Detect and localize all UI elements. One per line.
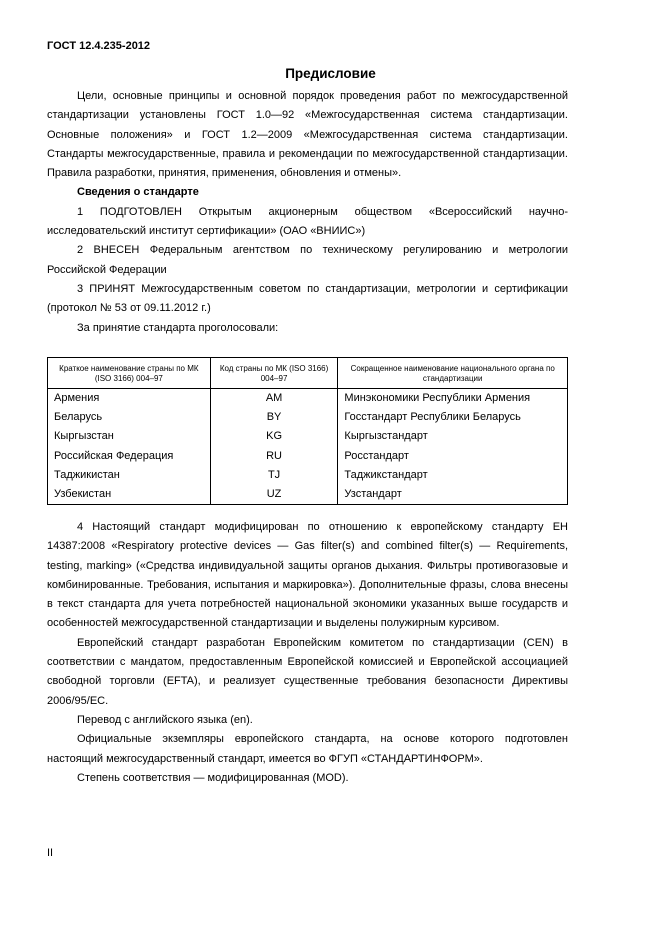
national-body: Росстандарт	[338, 447, 568, 466]
table-row	[48, 408, 568, 427]
cen-paragraph: Европейский стандарт разработан Европейским комитетом по стандартизации (CEN) в соответствии с мандатом, предоставленным Европейской комиссией и Европейской ассоциацией свободной торговли (EFTA), и реализует существенные требования безопасности Директивы 2006/95/ЕС.	[47, 636, 568, 707]
page-number: II	[47, 847, 54, 859]
country-name: Армения	[48, 389, 211, 409]
country-name: Беларусь	[48, 408, 211, 427]
country-name: Узбекистан	[48, 485, 211, 505]
national-body: Кыргызстандарт	[338, 427, 568, 446]
country-code: KG	[210, 427, 338, 446]
info-heading: Сведения о стандарте	[77, 186, 199, 199]
table-row	[48, 466, 568, 485]
national-body: Узстандарт	[338, 485, 568, 505]
vote-intro: За принятие стандарта проголосовали:	[77, 321, 279, 334]
national-body: Госстандарт Республики Беларусь	[338, 408, 568, 427]
item-modification: 4 Настоящий стандарт модифицирован по отношению к европейскому стандарту ЕН 14387:2008 «Respiratory protective devices — Gas filter(s) and combined filter(s) — Requirements, testing, marking» («Средства индивидуальной защиты органов дыхания. Фильтры противогазовые и комбинированные. Требования, испытания и маркировка»). Дополнительные фразы, слова внесены в текст стандарта для учета потребностей национальной экономики указанных выше государств и особенностей межгосударственной стандартизации и выделены полужирным курсивом.	[47, 521, 568, 630]
header-national-body: Сокращенное наименование национального органа по стандартизации	[338, 358, 568, 389]
item-prepared: 1 ПОДГОТОВЛЕН Открытым акционерным обществом «Всероссийский научно-исследовательский институт сертификации» (ОАО «ВНИИС»)	[47, 205, 568, 238]
country-code: TJ	[210, 466, 338, 485]
conformity-degree: Степень соответствия — модифицированная (MOD).	[77, 771, 349, 784]
intro-paragraph: Цели, основные принципы и основной порядок проведения работ по межгосударственной стандартизации установлены ГОСТ 1.0—92 «Межгосударственная система стандартизации. Основные положения» и ГОСТ 1.2—2009 «Межгосударственная система стандартизации. Стандарты межгосударственные, правила и рекомендации по межгосударственной стандартизации. Правила разработки, принятия, применения, обновления и отмены».	[47, 90, 568, 180]
translation-note: Перевод с английского языка (en).	[77, 713, 253, 726]
table-row	[48, 447, 568, 466]
country-name: Российская Федерация	[48, 447, 211, 466]
country-code: RU	[210, 447, 338, 466]
document-id: ГОСТ 12.4.235-2012	[47, 40, 151, 52]
header-country-name: Краткое наименование страны по МК (ISO 3166) 004–97	[48, 358, 211, 389]
table-row	[48, 389, 568, 409]
official-copies-note: Официальные экземпляры европейского стандарта, на основе которого подготовлен настоящий межгосударственный стандарт, имеется во ФГУП «СТАНДАРТИНФОРМ».	[47, 733, 568, 765]
country-code: BY	[210, 408, 338, 427]
country-code: AM	[210, 389, 338, 409]
preface-intro	[47, 87, 568, 338]
voting-states-table	[47, 357, 568, 505]
country-code: UZ	[210, 485, 338, 505]
national-body: Минэкономики Республики Армения	[338, 389, 568, 409]
table-row	[48, 485, 568, 505]
item-adopted: 3 ПРИНЯТ Межгосударственным советом по стандартизации, метрологии и сертификации (протокол № 53 от 09.11.2012 г.)	[47, 282, 568, 315]
page-title: Предисловие	[285, 66, 376, 81]
country-name: Таджикистан	[48, 466, 211, 485]
national-body: Таджикстандарт	[338, 466, 568, 485]
country-name: Кыргызстан	[48, 427, 211, 446]
table-header-row	[48, 358, 568, 389]
header-country-code: Код страны по МК (ISO 3166) 004–97	[210, 358, 338, 389]
table-row	[48, 427, 568, 446]
item-introduced: 2 ВНЕСЕН Федеральным агентством по техническому регулированию и метрологии Российской Федерации	[47, 244, 568, 276]
preface-details	[47, 518, 568, 788]
